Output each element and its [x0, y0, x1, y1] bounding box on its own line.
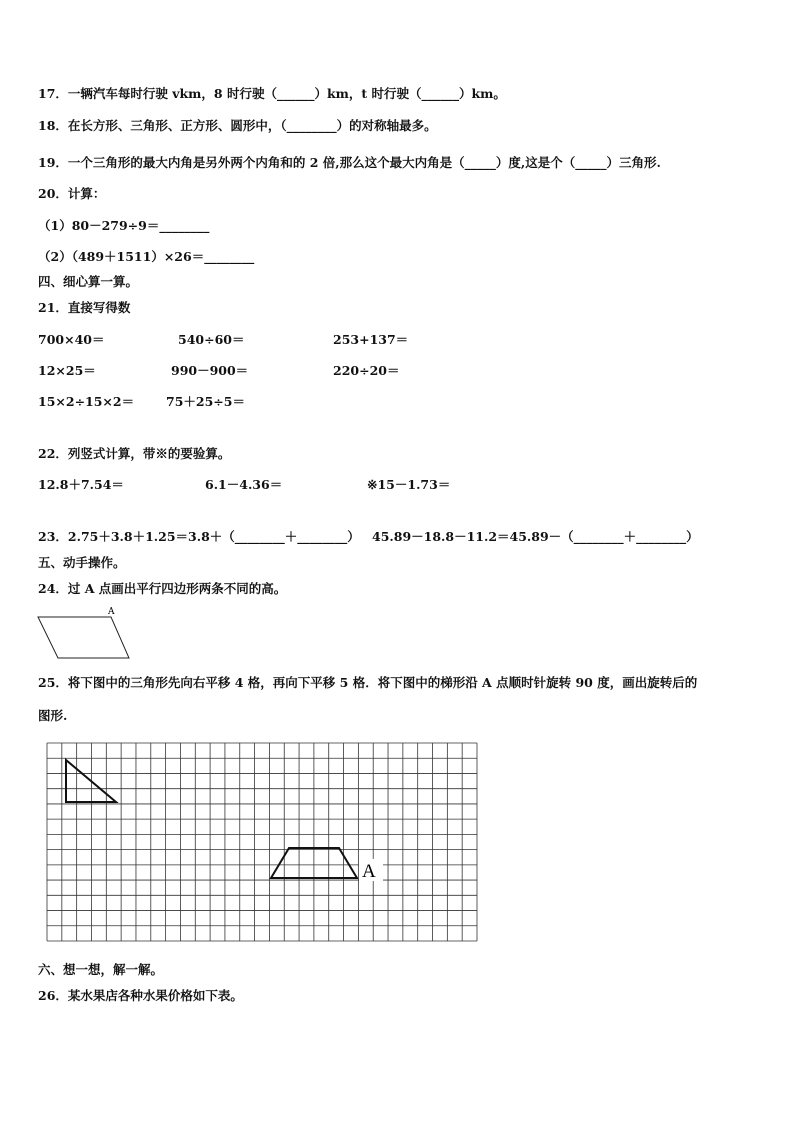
question-21: 21．直接写得数	[38, 300, 131, 315]
q21-item: 75＋25÷5＝	[166, 394, 245, 409]
parallelogram-figure	[34, 604, 134, 662]
question-23-part-a: 23．2.75＋3.8＋1.25＝3.8＋（________＋________）	[38, 529, 360, 544]
q21-item: 12×25＝	[38, 363, 96, 378]
section-4-heading: 四、细心算一算。	[38, 274, 139, 289]
question-20-part-2: （2）（489＋1511）×26＝________	[38, 249, 255, 264]
grid-figure	[46, 742, 478, 942]
grid-lines	[47, 743, 477, 941]
q21-item: 990－900＝	[171, 363, 249, 378]
question-20-part-1: （1）80－279÷9＝________	[38, 218, 210, 233]
q21-item: 700×40＝	[38, 332, 105, 347]
question-18: 18．在长方形、三角形、正方形、圆形中，（________）的对称轴最多。	[38, 118, 437, 133]
q22-item: ※15－1.73＝	[367, 477, 451, 492]
point-a-grid-label: A	[362, 861, 376, 882]
question-23-part-b: 45.89－18.8－11.2＝45.89－（________＋________）	[372, 529, 699, 544]
triangle-shape	[66, 760, 116, 802]
question-26: 26．某水果店各种水果价格如下表。	[38, 988, 243, 1003]
question-22: 22．列竖式计算，带※的要验算。	[38, 446, 231, 461]
q21-item: 15×2÷15×2＝	[38, 394, 135, 409]
question-19: 19．一个三角形的最大内角是另外两个内角和的 2 倍,那么这个最大内角是（_____）度,这是个（_____）三角形.	[38, 155, 661, 170]
question-25-line-1: 25．将下图中的三角形先向右平移 4 格，再向下平移 5 格．将下图中的梯形沿 A 点顺时针旋转 90 度，画出旋转后的	[38, 675, 698, 690]
question-25-line-2: 图形.	[38, 708, 68, 723]
question-17: 17．一辆汽车每时行驶 vkm，8 时行驶（______）km，t 时行驶（______）km。	[38, 86, 506, 101]
q22-item: 12.8＋7.54＝	[38, 477, 124, 492]
question-20: 20．计算：	[38, 186, 106, 201]
question-24: 24．过 A 点画出平行四边形两条不同的高。	[38, 581, 287, 596]
point-a-label: A	[108, 607, 115, 617]
q21-item: 220÷20＝	[333, 363, 400, 378]
section-6-heading: 六、想一想，解一解。	[38, 962, 164, 977]
q21-item: 540÷60＝	[178, 332, 245, 347]
section-5-heading: 五、动手操作。	[38, 555, 126, 570]
q22-item: 6.1－4.36＝	[205, 477, 283, 492]
q21-item: 253+137＝	[333, 332, 409, 347]
